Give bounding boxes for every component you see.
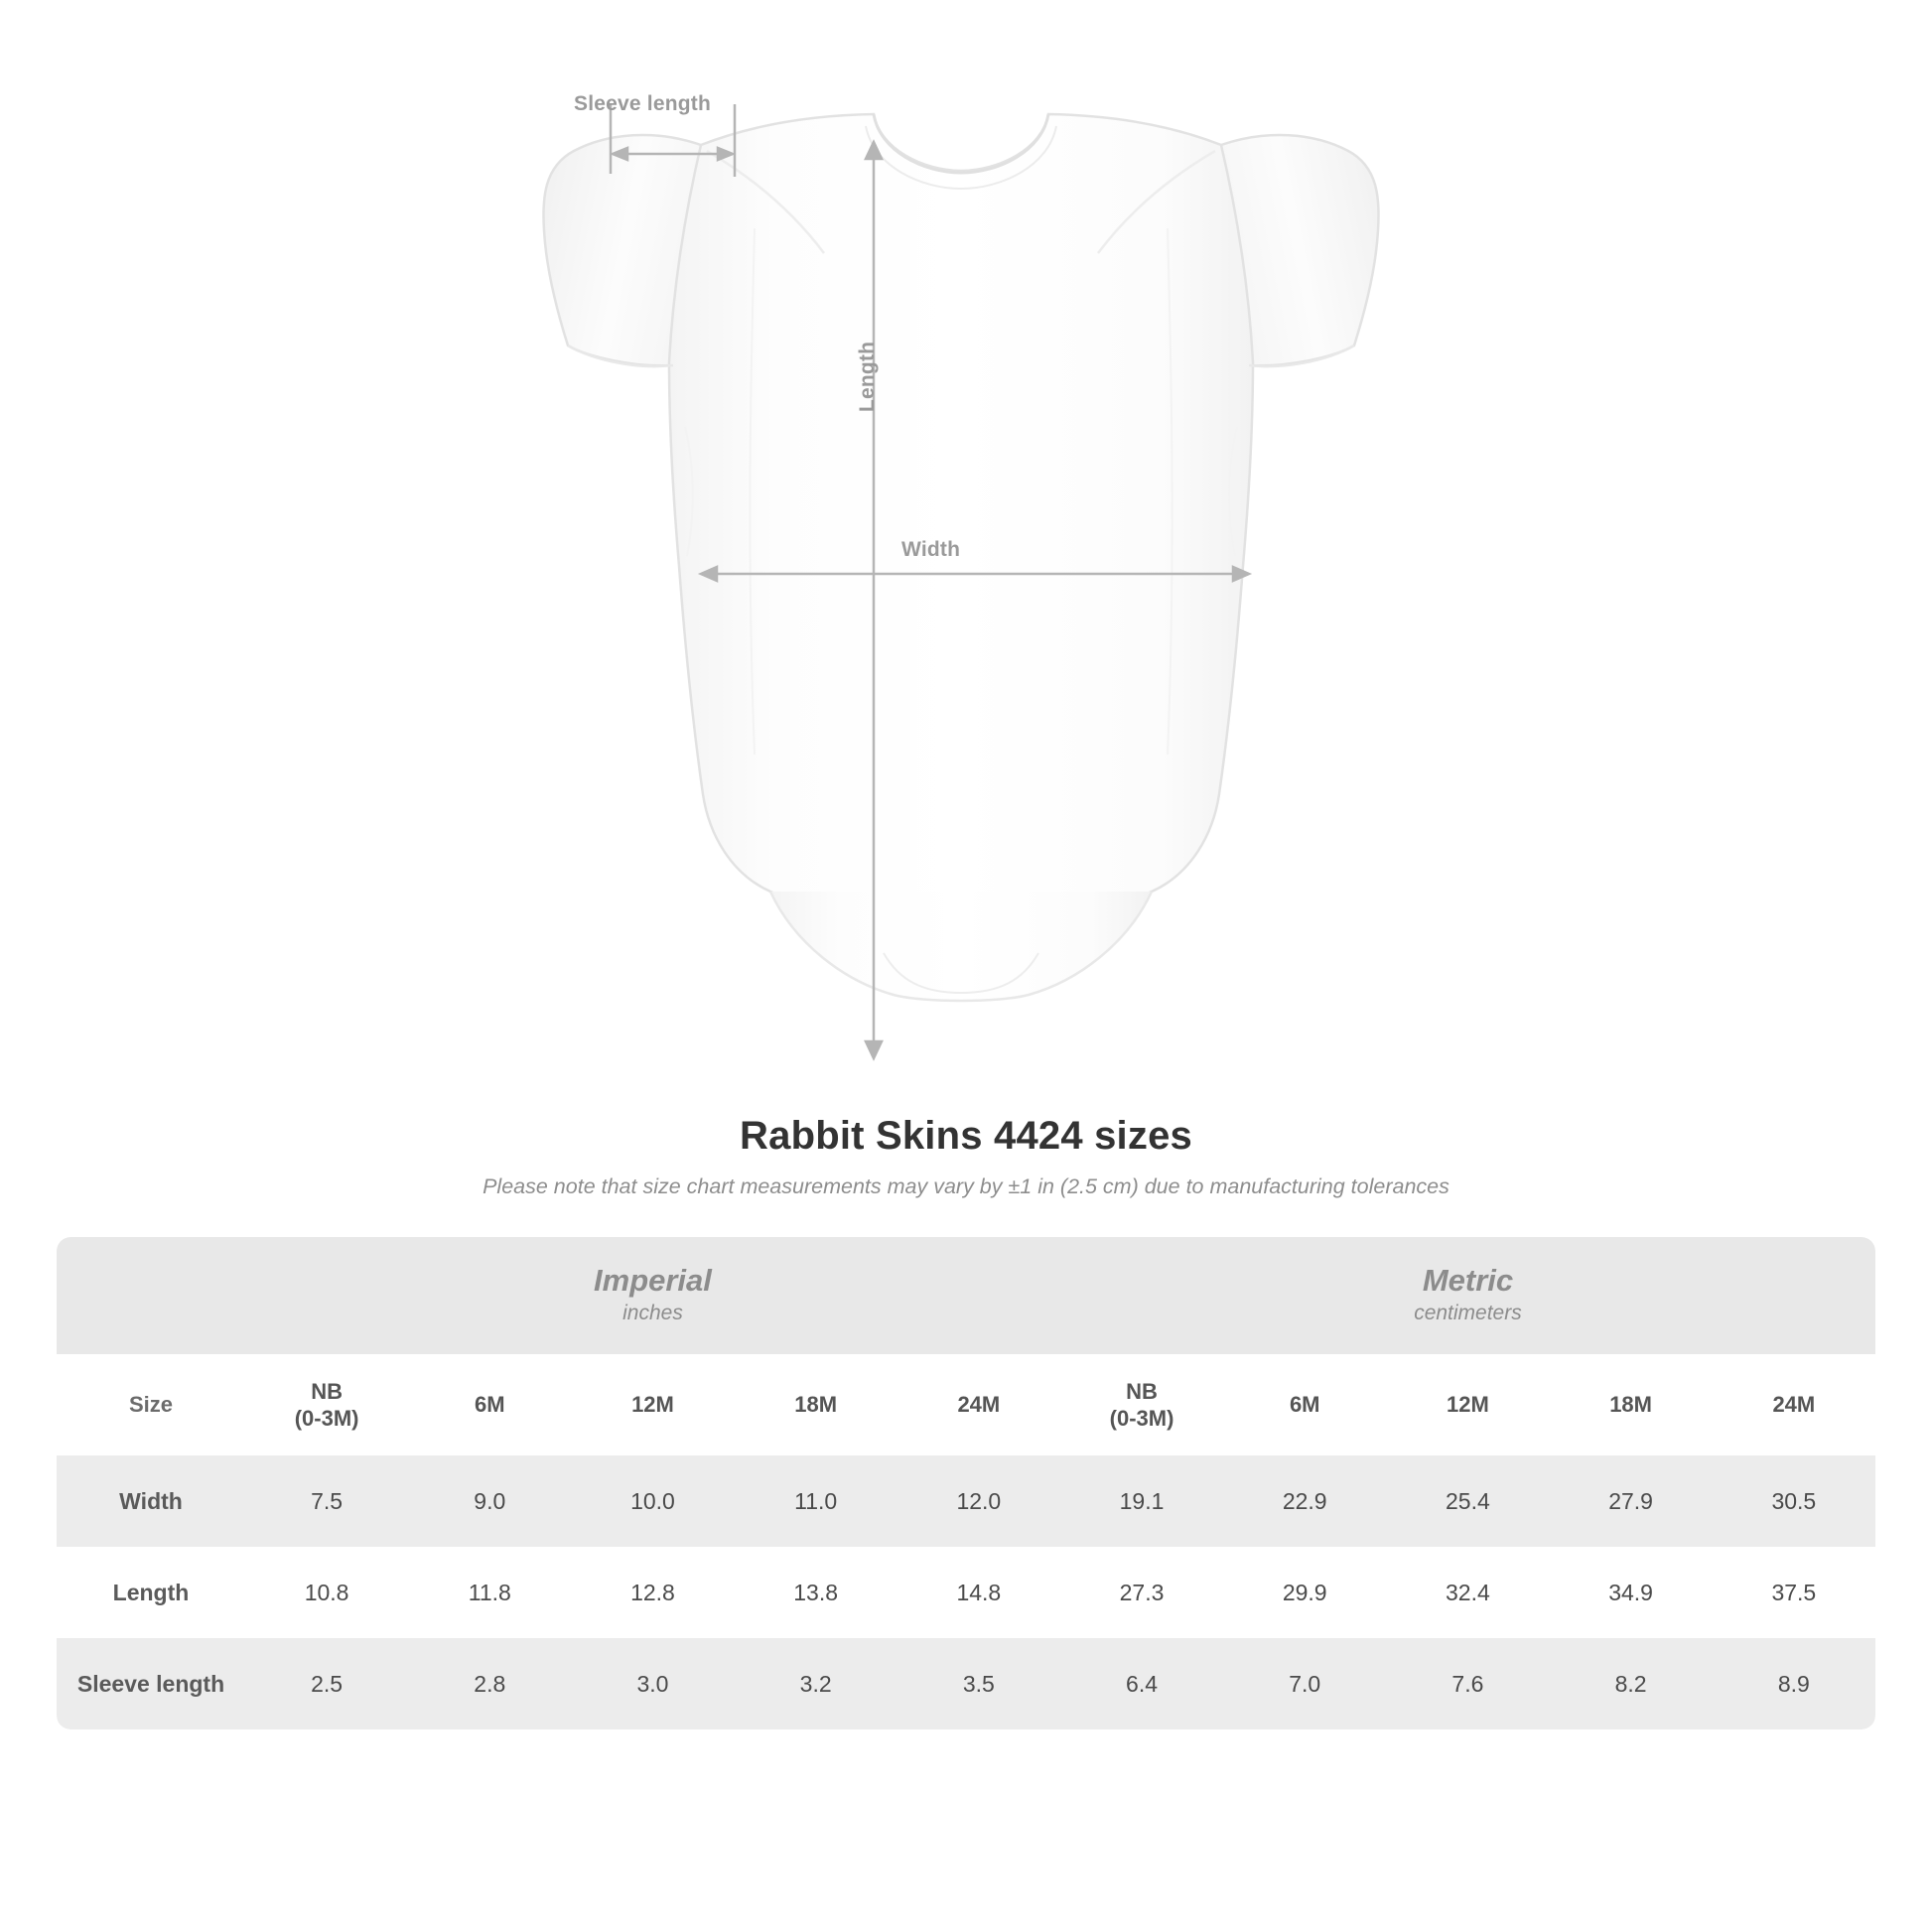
size-header-line1: 24M bbox=[1772, 1392, 1816, 1418]
size-header-cell bbox=[245, 1354, 408, 1455]
table-cell: 27.9 bbox=[1550, 1455, 1713, 1547]
size-header-line1: NB bbox=[311, 1378, 343, 1404]
length-label: Length bbox=[856, 341, 879, 412]
size-header-cell bbox=[1223, 1354, 1386, 1455]
size-header-line2: (0-3M) bbox=[1109, 1406, 1174, 1431]
size-header-line2: (0-3M) bbox=[294, 1406, 359, 1431]
unit-spacer-cell bbox=[57, 1237, 245, 1354]
tolerance-note: Please note that size chart measurements may vary by ±1 in (2.5 cm) due to manufacturing tolerances bbox=[483, 1174, 1449, 1198]
size-header-cell bbox=[1060, 1354, 1223, 1455]
size-header-line1: 18M bbox=[1609, 1392, 1652, 1418]
table-row bbox=[57, 1638, 1875, 1729]
table-cell: 11.0 bbox=[735, 1455, 897, 1547]
size-header-cell bbox=[571, 1354, 734, 1455]
table-cell: 3.2 bbox=[735, 1638, 897, 1729]
table-cell: 8.2 bbox=[1550, 1638, 1713, 1729]
table-cell: 32.4 bbox=[1386, 1547, 1549, 1638]
size-header-cell bbox=[1713, 1354, 1875, 1455]
unit-imperial-name: Imperial bbox=[594, 1263, 712, 1299]
table-cell: 10.0 bbox=[571, 1455, 734, 1547]
size-header-line1: 12M bbox=[631, 1392, 674, 1418]
table-cell: 12.0 bbox=[897, 1455, 1060, 1547]
size-header-line1: 24M bbox=[957, 1392, 1001, 1418]
table-row bbox=[57, 1455, 1875, 1547]
size-header-cell bbox=[897, 1354, 1060, 1455]
title-block bbox=[0, 1114, 1932, 1199]
table-cell: 25.4 bbox=[1386, 1455, 1549, 1547]
table-cell: 11.8 bbox=[408, 1547, 571, 1638]
unit-metric-sub: centimeters bbox=[1414, 1302, 1522, 1325]
table-cell: 3.5 bbox=[897, 1638, 1060, 1729]
table-cell: 29.9 bbox=[1223, 1547, 1386, 1638]
row-label-width: Width bbox=[57, 1455, 245, 1547]
table-cell: 30.5 bbox=[1713, 1455, 1875, 1547]
table-cell: 12.8 bbox=[571, 1547, 734, 1638]
unit-metric-cell bbox=[1060, 1237, 1875, 1354]
size-table bbox=[57, 1237, 1875, 1729]
size-header-line1: 6M bbox=[475, 1392, 505, 1418]
table-cell: 34.9 bbox=[1550, 1547, 1713, 1638]
size-header-line1: 12M bbox=[1447, 1392, 1489, 1418]
table-cell: 13.8 bbox=[735, 1547, 897, 1638]
size-header-line1: NB bbox=[1126, 1378, 1158, 1404]
table-cell: 7.5 bbox=[245, 1455, 408, 1547]
width-label: Width bbox=[901, 538, 961, 561]
table-cell: 8.9 bbox=[1713, 1638, 1875, 1729]
table-cell: 27.3 bbox=[1060, 1547, 1223, 1638]
size-header-cell bbox=[1386, 1354, 1549, 1455]
size-table-container bbox=[57, 1237, 1875, 1729]
size-header-cell bbox=[408, 1354, 571, 1455]
size-header-row bbox=[57, 1354, 1875, 1455]
table-cell: 2.5 bbox=[245, 1638, 408, 1729]
size-header-cell bbox=[1550, 1354, 1713, 1455]
table-cell: 19.1 bbox=[1060, 1455, 1223, 1547]
unit-imperial-sub: inches bbox=[622, 1302, 683, 1325]
table-cell: 7.0 bbox=[1223, 1638, 1386, 1729]
unit-imperial-cell bbox=[245, 1237, 1060, 1354]
size-header-line1: 6M bbox=[1289, 1392, 1320, 1418]
unit-header-row bbox=[57, 1237, 1875, 1354]
row-label-length: Length bbox=[57, 1547, 245, 1638]
sleeve-length-label: Sleeve length bbox=[574, 92, 711, 115]
row-label-sleeve-length: Sleeve length bbox=[57, 1638, 245, 1729]
table-cell: 22.9 bbox=[1223, 1455, 1386, 1547]
table-cell: 6.4 bbox=[1060, 1638, 1223, 1729]
size-header-line1: 18M bbox=[794, 1392, 838, 1418]
table-cell: 7.6 bbox=[1386, 1638, 1549, 1729]
table-row bbox=[57, 1547, 1875, 1638]
table-cell: 14.8 bbox=[897, 1547, 1060, 1638]
table-cell: 9.0 bbox=[408, 1455, 571, 1547]
page-title: Rabbit Skins 4424 sizes bbox=[740, 1114, 1192, 1158]
table-cell: 3.0 bbox=[571, 1638, 734, 1729]
size-header-cell bbox=[735, 1354, 897, 1455]
table-cell: 2.8 bbox=[408, 1638, 571, 1729]
table-cell: 37.5 bbox=[1713, 1547, 1875, 1638]
unit-metric-name: Metric bbox=[1422, 1263, 1514, 1299]
table-cell: 10.8 bbox=[245, 1547, 408, 1638]
size-header-label: Size bbox=[57, 1354, 245, 1455]
